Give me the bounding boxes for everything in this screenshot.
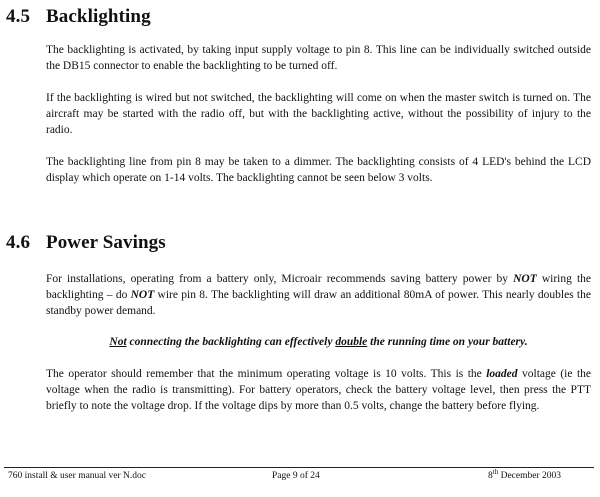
footer-page-number: Page 9 of 24: [272, 471, 320, 481]
section-number: 4.5: [6, 6, 31, 27]
date-rest: December 2003: [498, 471, 561, 481]
section-title: Power Savings: [46, 232, 166, 253]
power-savings-emphasis-line: [46, 334, 591, 350]
text-run: the running time on your battery.: [367, 336, 528, 348]
date-day: 8: [488, 471, 493, 481]
footer-doc-name: 760 install & user manual ver N.doc: [8, 471, 146, 481]
underlined-not: Not: [109, 336, 127, 348]
text-run: wire pin 8. The backlighting will draw an additional 80mA of power. This nearly doubles the standby power demand.: [46, 289, 591, 317]
power-savings-paragraph-2: [46, 366, 591, 414]
section-title: Backlighting: [46, 6, 151, 27]
text-run: connecting the backlighting can effectively: [126, 336, 336, 348]
text-run: voltage (ie the voltage when the radio is transmitting). For battery operators, check the battery voltage level, then press the PTT briefly to note the voltage drop. If the voltage dips by more than 0.5 volts, change the battery before flying.: [46, 368, 591, 412]
footer-date: [488, 467, 561, 482]
backlighting-paragraph-2: If the backlighting is wired but not switched, the backlighting will come on when the master switch is turned on. The aircraft may be started with the radio off, but with the backlighting active, without the possibility of injury to the radio.: [46, 92, 591, 136]
date-suffix: th: [492, 467, 499, 476]
power-savings-paragraph-1: [46, 271, 591, 319]
section-number: 4.6: [6, 232, 31, 253]
section-heading-power-savings: [6, 232, 166, 254]
text-run: The operator should remember that the minimum operating voltage is 10 volts. This is the: [46, 368, 487, 380]
text-run: wiring the backlighting – do: [46, 273, 591, 301]
underlined-double: double: [335, 336, 368, 348]
footer-rule: [4, 467, 594, 468]
section-heading-backlighting: [6, 6, 151, 28]
backlighting-paragraph-1: The backlighting is activated, by taking input supply voltage to pin 8. This line can be individually switched outside the DB15 connector to enable the backlighting to be turned off.: [46, 44, 591, 72]
backlighting-paragraph-3: The backlighting line from pin 8 may be taken to a dimmer. The backlighting consists of 4 LED's behind the LCD display which operate on 1-14 volts. The backlighting cannot be seen below 3 volts.: [46, 156, 591, 184]
emphasis-not: NOT: [513, 273, 537, 285]
emphasis-not: NOT: [130, 289, 155, 301]
text-run: For installations, operating from a battery only, Microair recommends saving battery power by: [46, 273, 514, 285]
emphasis-loaded: loaded: [486, 368, 518, 380]
